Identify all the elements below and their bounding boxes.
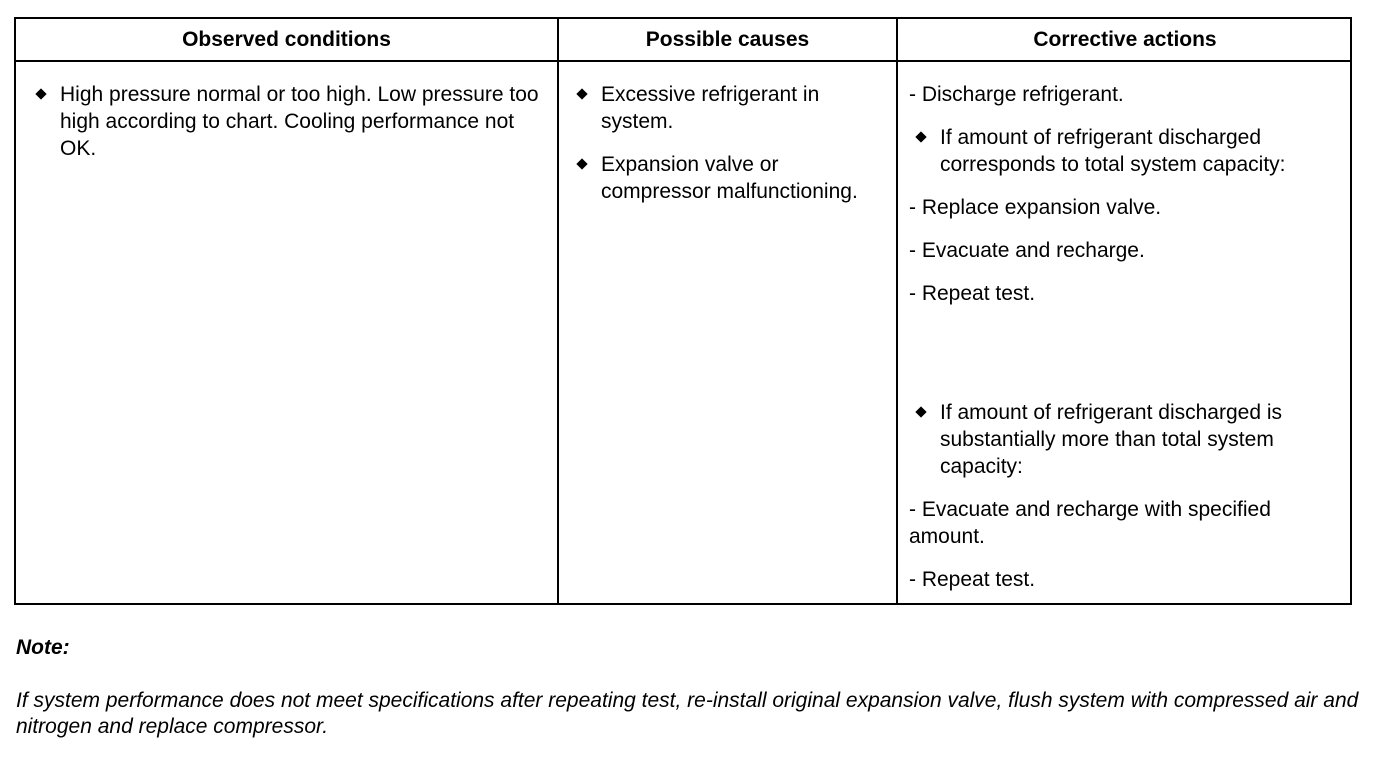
diamond-bullet-icon	[915, 406, 926, 417]
diamond-bullet-icon	[576, 88, 587, 99]
causes-cell	[559, 62, 896, 603]
note-text: If system performance does not meet specifications after repeating test, re-install original expansion valve, flush system with compressed air and nitrogen and replace compressor.	[16, 689, 1359, 738]
header-observed-conditions: Observed conditions	[182, 27, 391, 51]
diamond-bullet-icon	[915, 131, 926, 142]
action-line: - Repeat test.	[909, 282, 1036, 305]
diamond-bullet-icon	[576, 158, 587, 169]
cause-item	[575, 151, 886, 205]
action-line: - Replace expansion valve.	[909, 196, 1162, 219]
diamond-bullet-icon	[35, 88, 46, 99]
header-possible-causes: Possible causes	[645, 27, 810, 51]
action-condition-text: If amount of refrigerant discharged corresponds to total system capacity:	[940, 126, 1286, 176]
action-line: - Repeat test.	[909, 568, 1036, 591]
action-line: - Evacuate and recharge.	[909, 239, 1145, 262]
action-condition	[909, 124, 1344, 178]
cause-text: Excessive refrigerant in system.	[601, 83, 820, 133]
cause-text: Expansion valve or compressor malfunctioning.	[601, 153, 858, 203]
observed-text: High pressure normal or too high. Low pressure too high according to chart. Cooling performance not OK.	[60, 83, 539, 160]
troubleshooting-table	[14, 17, 1352, 605]
cause-item	[575, 81, 886, 135]
action-line: - Discharge refrigerant.	[909, 83, 1124, 106]
header-corrective-actions: Corrective actions	[1033, 27, 1217, 51]
note-label: Note:	[16, 636, 70, 659]
observed-cell	[16, 62, 557, 603]
actions-cell	[898, 62, 1352, 603]
action-condition	[909, 399, 1344, 480]
action-line: - Evacuate and recharge with specified amount.	[909, 498, 1271, 548]
observed-item	[34, 81, 547, 162]
action-condition-text: If amount of refrigerant discharged is substantially more than total system capacity:	[940, 401, 1283, 478]
